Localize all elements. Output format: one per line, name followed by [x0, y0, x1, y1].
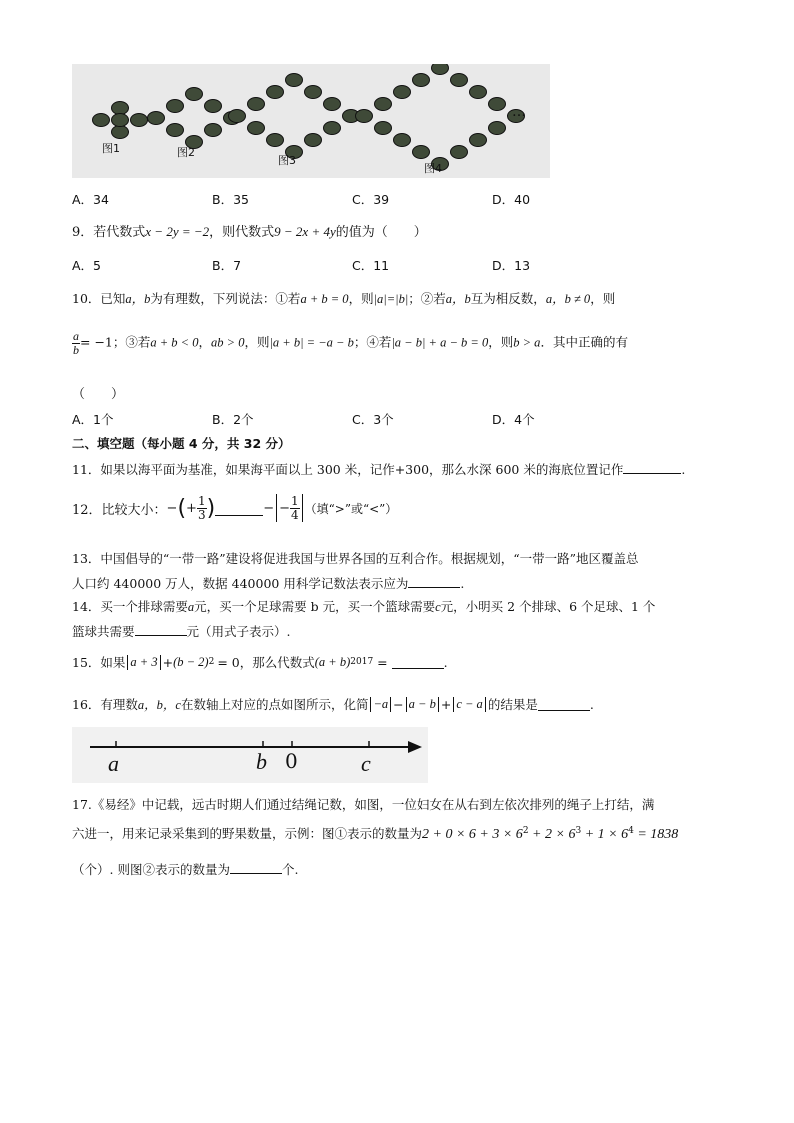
q17-formula: + 1 × 6 — [581, 827, 629, 842]
q14-text: 14．买一个排球需要 — [72, 599, 188, 614]
q16-abs-bar — [485, 697, 486, 712]
q17-exp: 2 — [522, 825, 529, 836]
q15-expr-2: (b − 2) — [173, 654, 209, 669]
q15-eq0: = 0 — [217, 654, 240, 670]
pattern-dot — [267, 86, 284, 99]
q16-mid: 在数轴上对应的点如图所示，化简 — [180, 697, 369, 712]
q9-stem — [72, 221, 427, 240]
pattern-dot — [413, 74, 430, 87]
q16-abs-bar — [438, 697, 439, 712]
pattern-dot — [148, 112, 165, 125]
q10-text: ， — [198, 334, 212, 350]
q10-expr: b > a — [513, 335, 541, 350]
pattern-dot — [394, 134, 411, 147]
pattern-dot — [205, 124, 222, 137]
pattern-dot — [248, 98, 265, 111]
pattern-dot — [451, 74, 468, 87]
q17-exp: 4 — [628, 825, 634, 836]
number-line-arrow — [408, 741, 422, 753]
q16-answer-blank[interactable] — [538, 698, 590, 711]
pattern-dot — [413, 146, 430, 159]
q15-stem — [72, 653, 448, 671]
q11-stem — [72, 460, 685, 478]
q17-formula: = 1838 — [633, 827, 679, 842]
q15-answer-blank[interactable] — [392, 656, 444, 669]
dot-pattern-svg — [72, 64, 550, 178]
section-title-fill-in: 二、填空题（每小题 4 分，共 32 分） — [72, 436, 291, 451]
q14-line2 — [72, 622, 291, 640]
q12-suffix: （填“>”或“<”） — [304, 501, 398, 516]
q16-expr-3: c − a — [456, 696, 483, 711]
pattern-dot — [432, 64, 449, 75]
q8-option-b[interactable]: B．35 — [212, 192, 249, 207]
q10-text: ；②若 — [408, 291, 446, 306]
number-line-label-b: b — [256, 749, 267, 774]
q12-minus: − — [263, 500, 275, 516]
q10-text: ，则 — [348, 291, 374, 306]
q8-option-a[interactable]: A．34 — [72, 192, 109, 207]
q15-prefix: 15．如果 — [72, 655, 126, 670]
q13-line1: 13．中国倡导的“一带一路”建设将促进我国与世界各国的互利合作。根据规划，“一带一路”地区覆盖总 — [72, 551, 639, 566]
q10-text: 互为相反数， — [470, 291, 546, 306]
q12-den-2: 4 — [291, 507, 299, 522]
q13-end: . — [460, 576, 465, 591]
q16-abs-bar — [370, 697, 371, 712]
q10-text: ；④若 — [353, 334, 392, 350]
q10-text: = −1；③若 — [80, 334, 151, 350]
q10-text: 为有理数，下列说法：①若 — [150, 291, 301, 306]
q12-stem — [72, 494, 397, 522]
q10-option-c[interactable]: C．3个 — [352, 412, 394, 427]
number-line-label-a: a — [108, 751, 119, 776]
q17-line1: 17.《易经》中记载，远古时期人们通过结绳记数，如图，一位妇女在从右到左依次排列的绳子上打结，满 — [72, 797, 655, 812]
number-line-figure — [72, 727, 428, 783]
q9-option-d[interactable]: D．13 — [492, 258, 531, 273]
figure-label-1: 图1 — [102, 142, 120, 155]
q10-expr: a，b ≠ 0 — [545, 292, 591, 306]
q11-answer-blank[interactable] — [623, 461, 681, 474]
figure-label-2: 图2 — [177, 146, 195, 159]
q14-text: 元，小明买 2 个排球、6 个足球、1 个 — [440, 599, 656, 614]
q8-option-c[interactable]: C．39 — [352, 192, 390, 207]
q17-line2 — [72, 824, 678, 843]
q12-num-1: 1 — [197, 493, 206, 508]
q10-expr: |a − b| + a − b = 0 — [391, 335, 489, 350]
q16-expr-1: −a — [373, 696, 389, 711]
q10-frac-num: a — [73, 329, 79, 343]
pattern-dot — [324, 122, 341, 135]
q10-option-b[interactable]: B．2个 — [212, 412, 254, 427]
q15-expr-1: a + 3 — [130, 654, 158, 669]
q12-close-paren: ) — [206, 495, 216, 521]
q13-line2 — [72, 574, 464, 592]
q11-end: . — [681, 462, 686, 477]
q9-prefix: 9．若代数式 — [72, 225, 146, 240]
pattern-dot — [131, 114, 148, 127]
q14-text: 元（用式子表示）. — [186, 624, 291, 639]
pattern-dot — [451, 146, 468, 159]
pattern-dot — [186, 88, 203, 101]
q16-plus: + — [440, 696, 452, 712]
q16-stem — [72, 695, 594, 713]
q12-abs-bar-right — [302, 494, 303, 522]
q15-exponent-2017: 2017 — [350, 657, 374, 667]
q12-abs-bar-left — [276, 494, 277, 522]
dot-pattern-figure — [72, 64, 550, 178]
pattern-dot — [489, 122, 506, 135]
number-line-label-c: c — [361, 751, 371, 776]
pattern-dot — [112, 102, 129, 115]
pattern-dot — [229, 110, 246, 123]
q15-abs-bar — [127, 655, 128, 670]
q10-frac-den: b — [73, 342, 79, 357]
figure-label-4: 图4 — [424, 162, 442, 175]
q13-answer-blank[interactable] — [408, 575, 460, 588]
q11-text: 11．如果以海平面为基准，如果海平面以上 300 米，记作+300，那么水深 600 米的海底位置记作 — [72, 462, 624, 477]
q13-text: 人口约 440000 万人，数据 440000 用科学记数法表示应为 — [72, 576, 409, 591]
pattern-dot — [305, 86, 322, 99]
q16-abs-bar — [406, 697, 407, 712]
q9-suffix: 的值为（ ） — [335, 225, 427, 240]
q16-suffix: 的结果是 — [487, 697, 538, 712]
q16-expr-2: a − b — [408, 696, 436, 711]
q10-text: ，则 — [244, 334, 270, 350]
q16-abs-bar — [390, 697, 391, 712]
q12-minus: − — [166, 500, 178, 516]
q10-expr: a + b < 0 — [150, 335, 199, 350]
q9-expression: 9 − 2x + 4y — [274, 224, 336, 239]
q10-option-d[interactable]: D．4个 — [492, 412, 535, 427]
number-line-label-zero: 0 — [285, 749, 298, 773]
q14-answer-blank[interactable] — [135, 623, 187, 636]
pattern-dot — [267, 134, 284, 147]
q14-line1 — [72, 597, 655, 615]
pattern-dot — [112, 114, 129, 127]
pattern-dot — [470, 86, 487, 99]
q14-var-c: c — [435, 600, 441, 614]
q15-expr-3: (a + b) — [314, 654, 351, 669]
q10-text: 10．已知 — [72, 291, 126, 306]
q9-option-b[interactable]: B．7 — [212, 258, 242, 273]
q16-abs-bar — [453, 697, 454, 712]
q14-var-a: a — [187, 600, 195, 614]
q10-option-a[interactable]: A．1个 — [72, 412, 114, 427]
q15-plus: + — [162, 654, 174, 670]
pattern-dot — [167, 124, 184, 137]
pattern-dot — [248, 122, 265, 135]
q10-answer-paren: （ ） — [72, 387, 125, 402]
figure-label-3: 图3 — [278, 154, 296, 167]
q16-minus: − — [393, 696, 404, 712]
q10-line2 — [72, 330, 628, 356]
q14-text: 篮球共需要 — [72, 624, 135, 639]
q17-line3 — [72, 860, 298, 878]
q17-answer-blank[interactable] — [230, 861, 282, 874]
q12-prefix: 12．比较大小： — [72, 502, 167, 518]
pattern-dot — [112, 126, 129, 139]
q10-expr: a + b = 0 — [300, 292, 349, 306]
number-line-svg — [72, 727, 428, 783]
q10-expr: |a|=|b| — [373, 292, 409, 306]
q10-expr: ab > 0 — [211, 335, 245, 350]
q10-fraction — [72, 330, 80, 356]
q17-formula: 2 + 0 × 6 + 3 × 6 — [422, 827, 523, 842]
q10-var: a，b — [445, 292, 471, 306]
pattern-dot — [375, 98, 392, 111]
pattern-dot — [286, 74, 303, 87]
q9-option-a[interactable]: A．5 — [72, 258, 102, 273]
pattern-dot — [324, 98, 341, 111]
pattern-dot — [394, 86, 411, 99]
q17-text: （个）. 则图②表示的数量为 — [72, 862, 230, 877]
q9-mid: ，则代数式 — [209, 225, 275, 240]
q12-open-paren: ( — [177, 495, 187, 521]
q16-prefix: 16．有理数 — [72, 697, 138, 712]
q8-option-d[interactable]: D．40 — [492, 192, 531, 207]
q9-option-c[interactable]: C．11 — [352, 258, 390, 273]
q12-plus: + — [186, 500, 197, 516]
q14-text: 元，买一个足球需要 b 元，买一个篮球需要 — [194, 599, 436, 614]
q10-text: ，则 — [488, 334, 514, 350]
q17-text: 六进一，用来记录采集到的野果数量，示例：图①表示的数量为 — [72, 826, 423, 841]
q9-condition: x − 2y = −2 — [145, 224, 210, 239]
pattern-dot — [305, 134, 322, 147]
q15-end: . — [443, 654, 448, 670]
pattern-dot — [93, 114, 110, 127]
q15-mid: ，那么代数式 — [239, 655, 315, 670]
q15-exponent-2: 2 — [208, 657, 215, 667]
q10-line1 — [72, 289, 615, 307]
pattern-dot — [167, 100, 184, 113]
pattern-dot — [356, 110, 373, 123]
pattern-dot — [489, 98, 506, 111]
q10-var: a，b — [125, 292, 151, 306]
q12-fraction-2 — [290, 495, 300, 521]
pattern-dot — [470, 134, 487, 147]
q12-answer-blank[interactable] — [215, 503, 263, 516]
q16-vars: a，b，c — [137, 698, 181, 712]
q12-fraction-1 — [197, 495, 207, 521]
q15-abs-bar — [160, 655, 161, 670]
q17-exp: 3 — [575, 825, 582, 836]
q10-text: ，则 — [590, 291, 616, 306]
q16-end: . — [589, 696, 594, 712]
q10-text: ．其中正确的有 — [540, 334, 628, 350]
pattern-dot — [205, 100, 222, 113]
q17-formula: + 2 × 6 — [528, 827, 576, 842]
q15-eq: = — [377, 654, 388, 670]
q12-den-1: 3 — [197, 507, 206, 522]
figure-ellipsis: … — [512, 104, 526, 120]
pattern-dot — [375, 122, 392, 135]
q12-num-2: 1 — [291, 493, 299, 508]
q10-expr: |a + b| = −a − b — [269, 335, 354, 350]
q12-minus: − — [279, 500, 290, 516]
q17-text: 个. — [281, 862, 299, 877]
